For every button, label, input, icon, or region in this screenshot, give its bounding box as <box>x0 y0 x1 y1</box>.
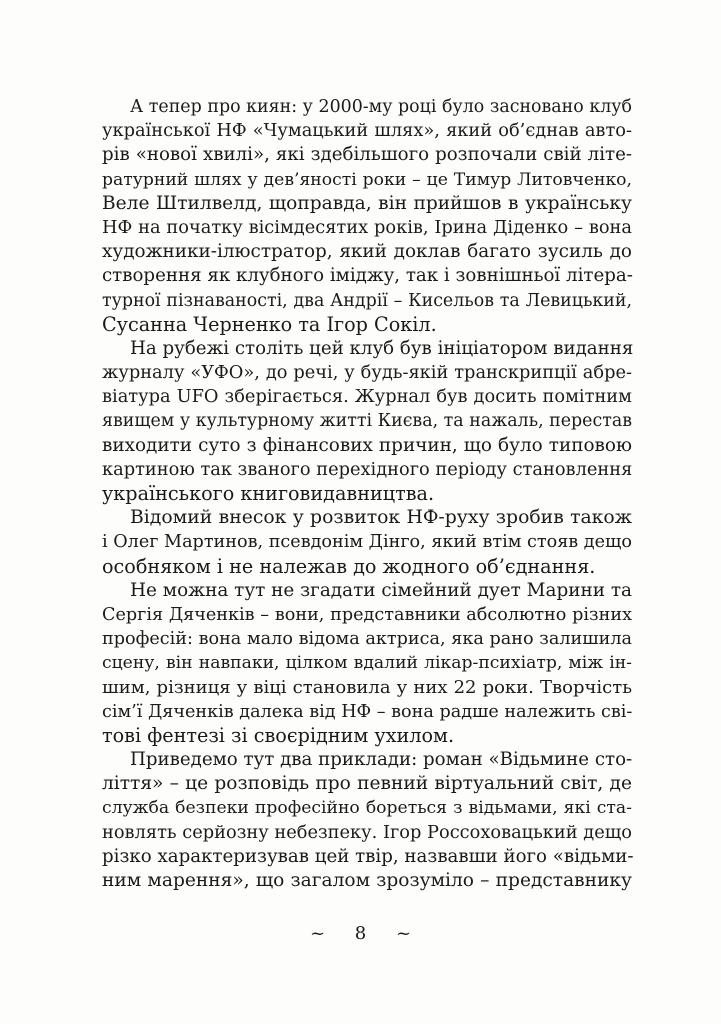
text-line: служба безпеки професійно бореться з відьмами, які ста- <box>102 798 632 819</box>
text-line: професій: вона мало відома актриса, яка рано залишила <box>102 629 632 650</box>
paragraph-3 <box>102 506 632 579</box>
text-line: картиною так званого перехідного періоду становлення <box>102 458 633 480</box>
right-ornament: ~ <box>395 923 412 944</box>
text-line: української НФ «Чумацький шлях», який об’єднав авто- <box>102 120 632 142</box>
text-line: художники-ілюстратор, який доклав багато зусиль до <box>102 241 632 263</box>
text-line: НФ на початку вісімдесятих років, Ірина Діденко – вона <box>102 216 632 238</box>
text-line: рів «нової хвилі», які здебільшого розпочали свій літе- <box>102 144 632 166</box>
text-line: ратурний шлях у дев’яності роки – це Тимур Литовченко, <box>102 169 632 190</box>
paragraph-5 <box>102 748 632 893</box>
text-line: Приведемо тут два приклади: роман «Відьмине сто- <box>130 749 633 771</box>
text-line: На рубежі століть цей клуб був ініціатором видання <box>130 337 634 359</box>
text-line: Сусанна Черненко та Ігор Сокіл. <box>102 312 437 336</box>
text-line: шим, різниця у віці становила у них 22 роки. Творчість <box>102 676 632 698</box>
text-line: ним марення», що загалом зрозуміло – представнику <box>102 870 632 891</box>
text-line: українського книговидавництва. <box>102 482 435 505</box>
text-line: виходити суто з фінансових причин, що було типовою <box>102 434 632 456</box>
text-line: явищем у культурному житті Києва, та нажаль, перестав <box>102 411 632 432</box>
text-line: ліття» – це розповідь про певний віртуальний світ, де <box>102 773 632 795</box>
text-line: турної пізнаваності, два Андрії – Кисельов та Левицький, <box>102 290 632 311</box>
text-line: тові фентезі зі своєрідним ухилом. <box>102 723 455 747</box>
text-line: журналу «УФО», до речі, у будь-якій транскрипції абре- <box>102 362 632 384</box>
page-number: 8 <box>354 923 367 944</box>
text-line: Відомий внесок у розвиток НФ-руху зробив також <box>130 507 632 529</box>
text-line: і Олег Мартинов, псевдонім Дінго, який втім стояв дещо <box>102 532 632 553</box>
text-line: особняком і не належав до жодного об’єднання. <box>102 554 596 578</box>
text-line: віатура UFO зберігається. Журнал був досить помітним <box>102 386 632 408</box>
text-line: Веле Штилвелд, щоправда, він прийшов в українську <box>102 192 632 214</box>
text-line: новлять серйозну небезпеку. Ігор Россоховацький дещо <box>102 821 632 843</box>
text-line: Не можна тут не згадати сімейний дует Марини та <box>130 579 632 601</box>
text-line: створення як клубного іміджу, так і зовнішньої літера- <box>102 265 633 287</box>
text-line: А тепер про киян: у 2000-му році було засновано клуб <box>130 97 632 117</box>
text-line: сцену, він навпаки, цілком вдалий лікар-психіатр, між ін- <box>102 653 632 674</box>
paragraph-2 <box>102 337 632 506</box>
left-ornament: ~ <box>309 923 326 944</box>
body-text <box>102 95 632 893</box>
page-footer <box>0 923 721 944</box>
paragraph-1 <box>102 95 632 337</box>
text-line: сім’ї Дяченків далека від НФ – вона радше належить сві- <box>102 701 633 722</box>
paragraph-4 <box>102 579 632 748</box>
text-line: Сергія Дяченків – вони, представники абсолютно різних <box>102 604 632 625</box>
text-line: різко характеризував цей твір, назвавши його «відьми- <box>102 845 634 867</box>
